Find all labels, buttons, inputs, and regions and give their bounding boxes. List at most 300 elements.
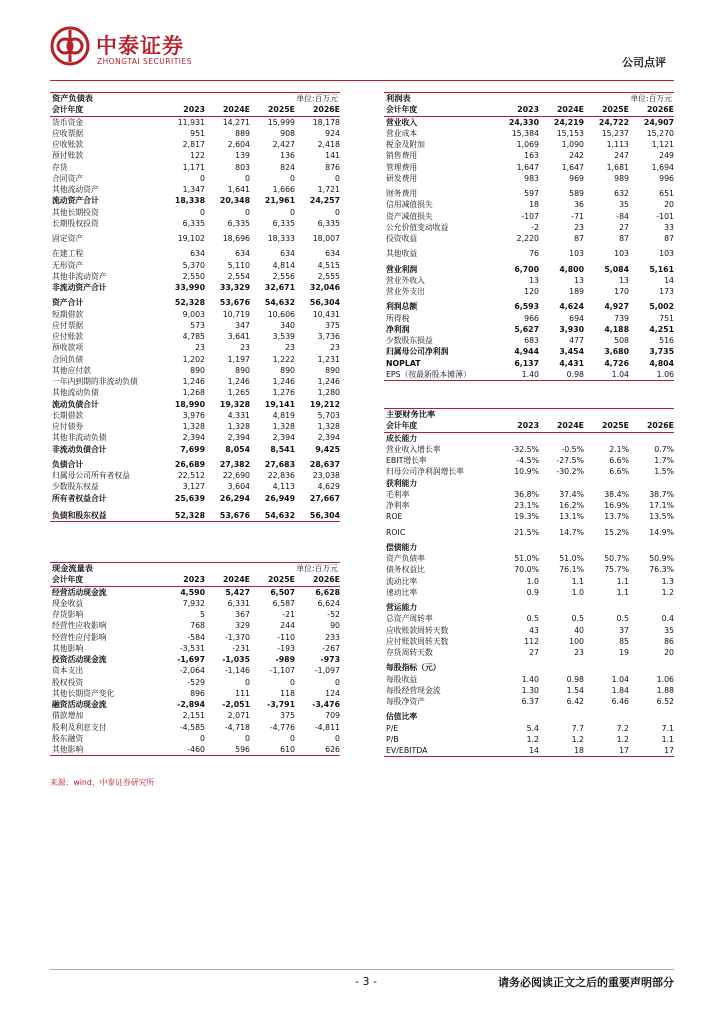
cashflow-row (50, 688, 340, 699)
balance-cell: 应收票据 (52, 128, 84, 138)
balance-row (50, 399, 340, 410)
income-cell: 1,121 (651, 140, 674, 149)
balance-cell: 1,202 (182, 354, 205, 364)
ratios-cell: 36.8% (514, 489, 539, 499)
income-row (384, 264, 674, 275)
balance-cell: 19,328 (219, 399, 250, 409)
balance-cell: 固定资产 (52, 234, 84, 243)
cashflow-row (50, 632, 340, 643)
ratios-cell: 16.9% (604, 501, 629, 510)
income-cell: 36 (574, 200, 584, 210)
balance-row (50, 342, 340, 353)
income-cell: 3,680 (604, 347, 629, 357)
ratios-cell: 应收账款周转天数 (386, 625, 449, 635)
balance-cell: 52,328 (174, 298, 205, 308)
cashflow-cell: 2,071 (227, 711, 250, 721)
income-cell: 597 (524, 189, 539, 198)
balance-cell: 5,110 (227, 260, 250, 270)
balance-row (50, 331, 340, 342)
cashflow-header-cell: 2026E (312, 575, 340, 585)
balance-cell: 0 (290, 173, 295, 183)
balance-cell: 52,328 (174, 510, 205, 520)
income-row (384, 173, 674, 184)
cashflow-cell: 6,507 (270, 587, 295, 597)
ratios-row (384, 455, 674, 466)
cashflow-cell: 其他长期资产变化 (52, 688, 115, 698)
balance-cell: 634 (280, 249, 295, 259)
cashflow-cell: -2,064 (179, 666, 205, 676)
cashflow-header-cell: 会计年度 (52, 575, 84, 585)
balance-cell: 应付账款 (52, 332, 84, 341)
income-cell: 4,800 (559, 264, 584, 274)
balance-cell: 634 (235, 249, 250, 259)
cashflow-cell: 367 (235, 610, 250, 619)
balance-cell: 3,736 (317, 332, 340, 341)
balance-cell: 10,606 (267, 309, 295, 319)
balance-cell: 18,333 (267, 234, 295, 243)
cashflow-cell: -1,146 (224, 666, 250, 676)
income-cell: 989 (614, 173, 629, 183)
balance-row (50, 365, 340, 376)
balance-row (50, 150, 340, 161)
cashflow-cell: 375 (280, 711, 295, 721)
ratios-header-cell: 会计年度 (386, 421, 418, 431)
balance-cell: 无形资产 (52, 260, 84, 270)
ratios-cell: 6.46 (611, 697, 629, 706)
balance-row (50, 139, 340, 150)
ratios-cell: 1.2 (526, 734, 539, 744)
income-row (384, 233, 674, 244)
income-cell: 739 (614, 313, 629, 323)
income-unit: 单位:百万元 (630, 94, 672, 103)
ratios-row (384, 576, 674, 587)
ratios-cell: 1.04 (611, 674, 629, 684)
income-row (384, 335, 674, 346)
balance-cell: 136 (280, 151, 295, 161)
balance-unit: 单位:百万元 (296, 94, 338, 103)
income-cell: 净利润 (386, 324, 410, 334)
income-cell: 120 (524, 287, 539, 296)
income-row (384, 188, 674, 199)
cashflow-cell: -110 (277, 632, 295, 642)
cashflow-cell: 借款增加 (52, 711, 84, 721)
cashflow-cell: -231 (232, 643, 250, 653)
balance-cell: 4,113 (272, 482, 295, 492)
ratios-cell: 偿债能力 (386, 542, 418, 552)
balance-cell: 9,003 (182, 309, 205, 319)
income-row (384, 358, 674, 369)
ratios-cell: P/E (386, 723, 399, 733)
cashflow-row (50, 609, 340, 620)
balance-cell: 1,171 (182, 162, 205, 172)
cashflow-cell: 资本支出 (52, 666, 84, 676)
income-cell: 5,161 (649, 264, 674, 274)
income-statement-table (384, 92, 674, 381)
balance-cell: 27,382 (219, 459, 250, 469)
ratios-cell: 1.1 (616, 587, 629, 597)
balance-header-cell: 2024E (222, 105, 250, 115)
ratios-cell: 7.2 (616, 723, 629, 733)
balance-cell: 27,683 (264, 459, 295, 469)
income-cell: 6,137 (514, 358, 539, 368)
balance-row (50, 432, 340, 443)
cashflow-row (50, 699, 340, 710)
cashflow-unit: 单位:百万元 (296, 564, 338, 573)
income-row (384, 286, 674, 297)
income-row (384, 117, 674, 128)
balance-row (50, 493, 340, 504)
income-cell: 营业外收入 (386, 275, 425, 285)
balance-row (50, 218, 340, 229)
ratios-cell: 6.52 (656, 697, 674, 706)
cashflow-cell: 4,590 (180, 587, 205, 597)
disclaimer: 请务必阅读正文之后的重要声明部分 (498, 976, 674, 989)
balance-cell: 23 (195, 343, 205, 353)
cashflow-cell: 0 (290, 733, 295, 743)
balance-cell: 890 (235, 365, 250, 375)
balance-row (50, 444, 340, 455)
cashflow-cell: 610 (280, 745, 295, 754)
cashflow-cell: 6,331 (227, 598, 250, 608)
cashflow-cell: -4,811 (314, 722, 340, 732)
balance-cell: 20,348 (219, 196, 250, 206)
income-cell: -71 (571, 211, 584, 221)
cashflow-cell: 股东融资 (52, 733, 84, 743)
balance-cell: 890 (190, 365, 205, 375)
balance-cell: 33,329 (219, 283, 250, 292)
balance-cell: 22,512 (177, 471, 205, 480)
balance-cell: 53,676 (219, 510, 250, 520)
balance-cell: 所有者权益合计 (52, 493, 107, 503)
balance-row (50, 282, 340, 293)
ratios-cell: 19 (619, 648, 629, 657)
cashflow-cell: 0 (335, 733, 340, 743)
balance-cell: 634 (190, 249, 205, 259)
cashflow-title-row (50, 563, 340, 574)
cashflow-row (50, 598, 340, 609)
income-cell: 4,804 (649, 358, 674, 368)
cashflow-cell: 其他影响 (52, 745, 84, 754)
income-cell: 1.40 (521, 369, 539, 379)
income-cell: 销售费用 (386, 151, 418, 161)
ratios-cell: 每股指标（元） (386, 663, 441, 673)
income-cell: 1,647 (516, 162, 539, 172)
income-cell: -2 (531, 222, 539, 232)
cashflow-cell: 5,427 (225, 587, 250, 597)
cashflow-cell: 5 (200, 610, 205, 619)
balance-row (50, 248, 340, 259)
balance-cell: 0 (335, 173, 340, 183)
balance-cell: 8,054 (225, 444, 250, 454)
ratios-row (384, 444, 674, 455)
ratios-cell: 0.5 (571, 614, 584, 624)
income-cell: 公允价值变动收益 (386, 222, 449, 232)
ratios-cell: 获利能力 (386, 478, 418, 488)
income-cell: 247 (614, 151, 629, 161)
balance-cell: 26,949 (264, 493, 295, 503)
income-row (384, 128, 674, 139)
cashflow-cell: 124 (325, 688, 340, 698)
balance-cell: 24,257 (309, 196, 340, 206)
balance-cell: 长期股权投资 (52, 218, 99, 228)
balance-row (50, 387, 340, 398)
balance-cell: 4,785 (182, 332, 205, 341)
balance-cell: 2,418 (317, 140, 340, 149)
ratios-header-cell: 2025E (601, 421, 629, 431)
ratios-cell: 速动比率 (386, 587, 418, 597)
income-cell: 15,384 (511, 128, 539, 138)
balance-row (50, 117, 340, 128)
income-row (384, 275, 674, 286)
income-cell: 694 (569, 313, 584, 323)
ratios-cell: -4.5% (516, 456, 539, 465)
income-cell: 983 (524, 173, 539, 183)
ratios-cell: -0.5% (561, 444, 584, 454)
income-cell: 15,153 (556, 128, 584, 138)
balance-row (50, 184, 340, 195)
income-cell: 营业成本 (386, 128, 418, 138)
income-cell: 5,084 (604, 264, 629, 274)
cashflow-cell: 存货影响 (52, 610, 84, 619)
income-cell: 651 (659, 189, 674, 198)
balance-cell: 0 (335, 207, 340, 217)
cashflow-cell: -1,697 (177, 655, 205, 664)
income-row (384, 301, 674, 312)
balance-row (50, 459, 340, 470)
balance-cell: 预付账款 (52, 151, 84, 161)
balance-cell: 1,222 (272, 354, 295, 364)
cashflow-cell: -3,791 (267, 700, 295, 709)
ratios-cell: 40 (574, 625, 584, 635)
income-row (384, 346, 674, 357)
balance-cell: 1,328 (317, 422, 340, 431)
ratios-cell: 13.5% (649, 512, 674, 522)
balance-cell: 340 (280, 320, 295, 330)
balance-cell: 其他非流动资产 (52, 271, 107, 281)
balance-cell: 19,212 (309, 399, 340, 409)
balance-cell: 6,335 (227, 218, 250, 228)
balance-cell: 54,632 (264, 298, 295, 308)
ratios-row (384, 745, 674, 757)
income-cell: 5,627 (514, 324, 539, 334)
ratios-cell: 17.1% (649, 501, 674, 510)
income-cell: 76 (529, 249, 539, 259)
cashflow-cell: -21 (282, 610, 295, 619)
income-cell: 35 (619, 200, 629, 210)
cashflow-cell: -52 (327, 610, 340, 619)
balance-row (50, 309, 340, 320)
balance-cell: 14,271 (222, 117, 250, 127)
balance-cell: 26,294 (219, 493, 250, 503)
income-cell: 477 (569, 336, 584, 345)
ratios-cell: 0.98 (566, 674, 584, 684)
balance-cell: 0 (245, 207, 250, 217)
cashflow-header-cell: 2024E (222, 575, 250, 585)
balance-cell: 9,425 (315, 444, 340, 454)
cashflow-header-cell: 2023 (183, 575, 205, 585)
ratios-cell: 76.3% (649, 565, 674, 575)
balance-cell: 25,639 (174, 493, 205, 503)
ratios-row (384, 613, 674, 624)
balance-cell: 2,554 (227, 271, 250, 281)
income-cell: 13 (574, 275, 584, 285)
income-cell: 信用减值损失 (386, 200, 433, 210)
income-cell: NOPLAT (386, 358, 421, 368)
ratios-header-cell: 2024E (556, 421, 584, 431)
income-cell: 6,593 (514, 302, 539, 312)
balance-title-row (50, 93, 340, 104)
cashflow-row (50, 665, 340, 676)
page-header (0, 0, 724, 86)
ratios-row (384, 466, 674, 477)
balance-cell: 1,265 (227, 388, 250, 398)
page-number: - 3 - (355, 975, 377, 988)
cashflow-cell: 0 (290, 677, 295, 687)
income-cell: 管理费用 (386, 162, 418, 172)
income-cell: 103 (569, 249, 584, 259)
cashflow-header-row (50, 574, 340, 586)
ratios-row (384, 500, 674, 511)
income-cell: 1.04 (611, 369, 629, 379)
balance-cell: 824 (280, 162, 295, 172)
balance-cell: 6,335 (182, 218, 205, 228)
balance-cell: 1,246 (272, 377, 295, 386)
balance-cell: 23 (330, 343, 340, 353)
balance-cell: 短期借款 (52, 309, 84, 319)
income-cell: 2,220 (516, 234, 539, 243)
ratios-cell: 13.1% (559, 512, 584, 522)
balance-cell: 其他应付款 (52, 365, 91, 375)
cashflow-row (50, 654, 340, 665)
balance-cell: 存货 (52, 162, 68, 172)
ratios-cell: 14.9% (649, 527, 674, 537)
cashflow-cell: 6,587 (272, 598, 295, 608)
balance-cell: 应付债券 (52, 422, 84, 431)
ratios-header-cell: 2023 (517, 421, 539, 431)
income-row (384, 211, 674, 222)
balance-cell: 预收款项 (52, 343, 84, 353)
balance-cell: 23,038 (312, 471, 340, 480)
balance-cell: 1,276 (272, 388, 295, 398)
balance-cell: 负债和股东权益 (52, 510, 107, 520)
balance-cell: 8,541 (270, 444, 295, 454)
ratios-cell: 50.7% (604, 554, 629, 563)
ratios-cell: 1.1 (571, 576, 584, 586)
income-cell: EPS（按最新股本摊薄） (386, 369, 471, 379)
ratios-cell: 5.4 (526, 723, 539, 733)
balance-cell: 2,555 (317, 271, 340, 281)
ratios-cell: 37 (619, 625, 629, 635)
ratios-cell: 存货周转天数 (386, 648, 433, 657)
income-cell: 少数股东损益 (386, 336, 433, 345)
balance-cell: 其他流动负债 (52, 388, 99, 398)
ratios-cell: 2.1% (609, 444, 629, 454)
income-cell: 研发费用 (386, 173, 418, 183)
income-header-cell: 2025E (601, 105, 629, 115)
income-cell: 966 (524, 313, 539, 323)
balance-cell: 2,556 (272, 271, 295, 281)
balance-cell: 1,328 (272, 422, 295, 431)
balance-cell: 2,394 (227, 433, 250, 443)
cashflow-cell: -3,476 (312, 700, 340, 709)
cashflow-row (50, 722, 340, 733)
income-cell: 170 (614, 287, 629, 296)
balance-cell: 0 (200, 207, 205, 217)
ratios-cell: 1.30 (521, 685, 539, 695)
income-cell: 103 (659, 249, 674, 259)
balance-cell: 26,689 (174, 459, 205, 469)
ratios-cell: 51.0% (514, 554, 539, 563)
balance-cell: 6,335 (317, 218, 340, 228)
income-row (384, 139, 674, 150)
income-cell: 189 (569, 287, 584, 296)
income-cell: 751 (659, 313, 674, 323)
income-cell: 1,090 (561, 140, 584, 149)
income-cell: 163 (524, 151, 539, 161)
balance-cell: 10,719 (222, 309, 250, 319)
balance-cell: 23 (285, 343, 295, 353)
balance-cell: 951 (190, 128, 205, 138)
balance-cell: 资产合计 (52, 298, 84, 308)
ratios-row (384, 711, 674, 722)
cashflow-cell: -529 (187, 677, 205, 687)
income-cell: 87 (664, 234, 674, 243)
balance-cell: 141 (325, 151, 340, 161)
cashflow-cell: 6,624 (317, 598, 340, 608)
cashflow-cell: -973 (320, 655, 340, 664)
income-row (384, 150, 674, 161)
balance-cell: 4,819 (272, 410, 295, 420)
income-cell: 242 (569, 151, 584, 161)
ratios-cell: 1.5% (654, 467, 674, 477)
balance-header-cell: 2025E (267, 105, 295, 115)
balance-cell: 3,641 (227, 332, 250, 341)
ratios-cell: 0.9 (526, 587, 539, 597)
ratios-cell: 20 (664, 648, 674, 657)
balance-cell: 1,246 (317, 377, 340, 386)
cashflow-cell: 其他影响 (52, 643, 84, 653)
balance-row (50, 207, 340, 218)
balance-cell: 2,394 (317, 433, 340, 443)
balance-cell: 10,431 (312, 309, 340, 319)
balance-cell: 非流动资产合计 (52, 283, 107, 292)
ratios-cell: 86 (664, 636, 674, 646)
cashflow-cell: -1,035 (222, 655, 250, 664)
ratios-row (384, 602, 674, 613)
income-cell: 14 (664, 275, 674, 285)
balance-row (50, 233, 340, 244)
balance-cell: 1,197 (227, 354, 250, 364)
cashflow-title: 现金流量表 (52, 563, 93, 573)
income-cell: 利润总额 (386, 302, 418, 312)
ratios-cell: 15.2% (604, 527, 629, 537)
income-cell: 所得税 (386, 313, 410, 323)
balance-cell: 4,629 (317, 482, 340, 492)
cashflow-cell: -989 (275, 655, 295, 664)
balance-cell: 22,836 (267, 471, 295, 480)
income-cell: 4,944 (514, 347, 539, 357)
balance-row (50, 195, 340, 206)
income-cell: 87 (574, 234, 584, 243)
balance-cell: 908 (280, 128, 295, 138)
cashflow-cell: 7,932 (182, 598, 205, 608)
income-header-cell: 2023 (517, 105, 539, 115)
balance-cell: 54,632 (264, 510, 295, 520)
balance-cell: 0 (245, 173, 250, 183)
balance-cell: 18,007 (312, 234, 340, 243)
ratios-cell: 38.7% (649, 489, 674, 499)
ratios-cell: 14 (529, 746, 539, 755)
